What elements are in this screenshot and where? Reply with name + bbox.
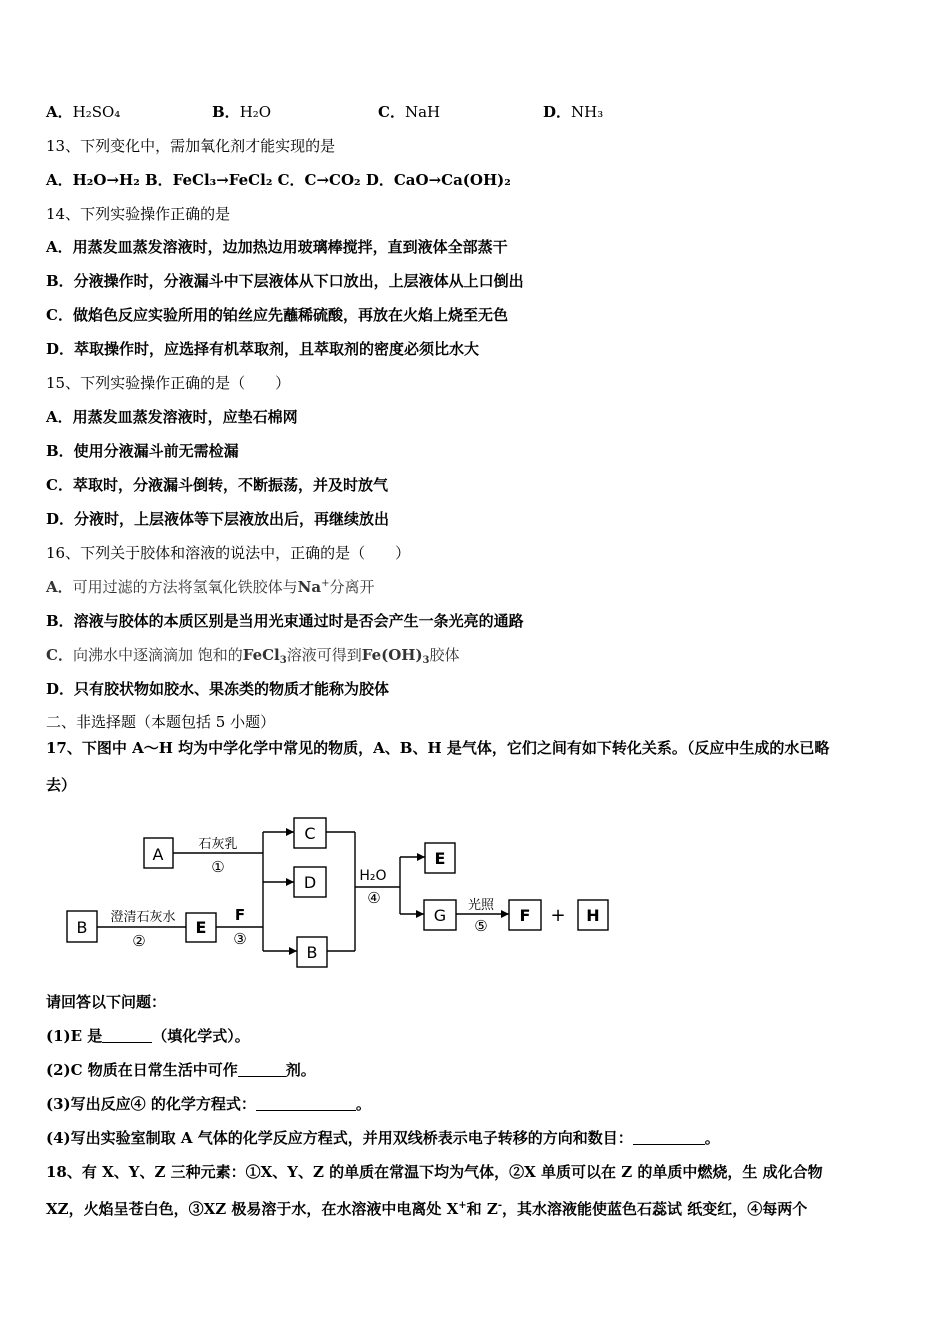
box-a: A xyxy=(152,845,164,864)
box-b: B xyxy=(76,918,88,937)
section-heading: 二、非选择题（本题包括 5 小题） xyxy=(46,713,276,731)
answer-blank-1[interactable] xyxy=(102,1028,152,1043)
q14-option-a: A．用蒸发皿蒸发溶液时，边加热边用玻璃棒搅拌，直到液体全部蒸干 xyxy=(46,238,508,256)
q12-option-c: C．NaH xyxy=(378,103,441,121)
q15-option-d: D．分液时，上层液体等下层液放出后，再继续放出 xyxy=(46,510,390,528)
answer-blank-2[interactable] xyxy=(238,1062,286,1077)
q12-option-b: B．H₂O xyxy=(212,103,272,121)
plus-sign: + xyxy=(550,905,566,926)
q14-option-b: B．分液操作时，分液漏斗中下层液体从下口放出，上层液体从上口倒出 xyxy=(46,272,524,290)
step-4: ④ xyxy=(367,889,381,907)
answer-blank-3[interactable] xyxy=(256,1096,356,1111)
q15-option-a: A．用蒸发皿蒸发溶液时，应垫石棉网 xyxy=(46,408,298,426)
reagent-5: 光照 xyxy=(467,898,495,913)
q16-option-a: A．可用过滤的方法将氢氧化铁胶体与Na+分离开 xyxy=(46,578,375,596)
q16-stem: 16、下列关于胶体和溶液的说法中，正确的是（ ） xyxy=(46,544,411,562)
box-e2: E xyxy=(434,849,446,868)
reagent-2: 澄清石灰水 xyxy=(110,910,176,925)
step-5: ⑤ xyxy=(474,917,488,935)
q12-option-d: D．NH₃ xyxy=(543,103,604,121)
q17-stem-line1: 17、下图中 A～H 均为中学化学中常见的物质，A、B、H 是气体，它们之间有如下转化关系。（反应中生成的水已略 xyxy=(46,739,830,757)
box-f: F xyxy=(519,906,531,925)
q16-option-c: C．向沸水中逐滴滴加 饱和的FeCl$_3$溶液可得到$Fe(OH)_3$胶体 xyxy=(46,646,460,666)
q15-option-b: B．使用分液漏斗前无需检漏 xyxy=(46,442,239,460)
reagent-1: 石灰乳 xyxy=(198,837,238,852)
step-3: ③ xyxy=(233,930,247,948)
q14-option-d: D．萃取操作时，应选择有机萃取剂，且萃取剂的密度必须比水大 xyxy=(46,340,480,358)
q17-sub2: (2)C 物质在日常生活中可作 剂。 xyxy=(46,1061,316,1079)
q15-stem: 15、下列实验操作正确的是（ ） xyxy=(46,374,291,392)
q18-line2: XZ，火焰呈苍白色，③XZ 极易溶于水，在水溶液中电离处 X+和 Z-，其水溶液能使蓝色石蕊试 纸变红，④每两个 xyxy=(46,1200,808,1218)
step-2: ② xyxy=(132,932,146,950)
q17-sub3: (3)写出反应④ 的化学方程式： 。 xyxy=(46,1095,371,1113)
q16-option-b: B．溶液与胶体的本质区别是当用光束通过时是否会产生一条光亮的通路 xyxy=(46,612,524,630)
q12-option-a: A．H₂SO₄ xyxy=(46,103,121,121)
reagent-3: F xyxy=(234,906,246,924)
box-g: G xyxy=(433,906,447,925)
box-h: H xyxy=(586,906,600,925)
q16-option-d: D．只有胶状物如胶水、果冻类的物质才能称为胶体 xyxy=(46,680,390,698)
box-c: C xyxy=(304,824,316,843)
box-e1: E xyxy=(195,918,207,937)
box-d: D xyxy=(303,873,317,892)
q15-option-c: C．萃取时，分液漏斗倒转，不断振荡，并及时放气 xyxy=(46,476,388,494)
reagent-4: H₂O xyxy=(359,868,387,884)
step-1: ① xyxy=(211,858,225,876)
q14-option-c: C．做焰色反应实验所用的铂丝应先蘸稀硫酸，再放在火焰上烧至无色 xyxy=(46,306,508,324)
q13-options: A．H₂O→H₂ B．FeCl₃→FeCl₂ C．C→CO₂ D．CaO→Ca(OH)₂ xyxy=(46,171,511,189)
q13-stem: 13、下列变化中，需加氧化剂才能实现的是 xyxy=(46,137,336,155)
q17-sub1: (1)E 是 （填化学式）。 xyxy=(46,1027,250,1045)
q14-stem: 14、下列实验操作正确的是 xyxy=(46,205,231,223)
box-b2: B xyxy=(306,943,318,962)
q18-line1: 18、有 X、Y、Z 三种元素：①X、Y、Z 的单质在常温下均为气体，②X 单质可以在 Z 的单质中燃烧，生 成化合物 xyxy=(46,1163,823,1181)
q17-diagram xyxy=(0,810,700,980)
q17-sub4: (4)写出实验室制取 A 气体的化学反应方程式，并用双线桥表示电子转移的方向和数目： 。 xyxy=(46,1129,720,1147)
q17-prompt: 请回答以下问题： xyxy=(46,993,167,1011)
q17-stem-line2: 去） xyxy=(46,776,77,794)
answer-blank-4[interactable] xyxy=(633,1130,705,1145)
